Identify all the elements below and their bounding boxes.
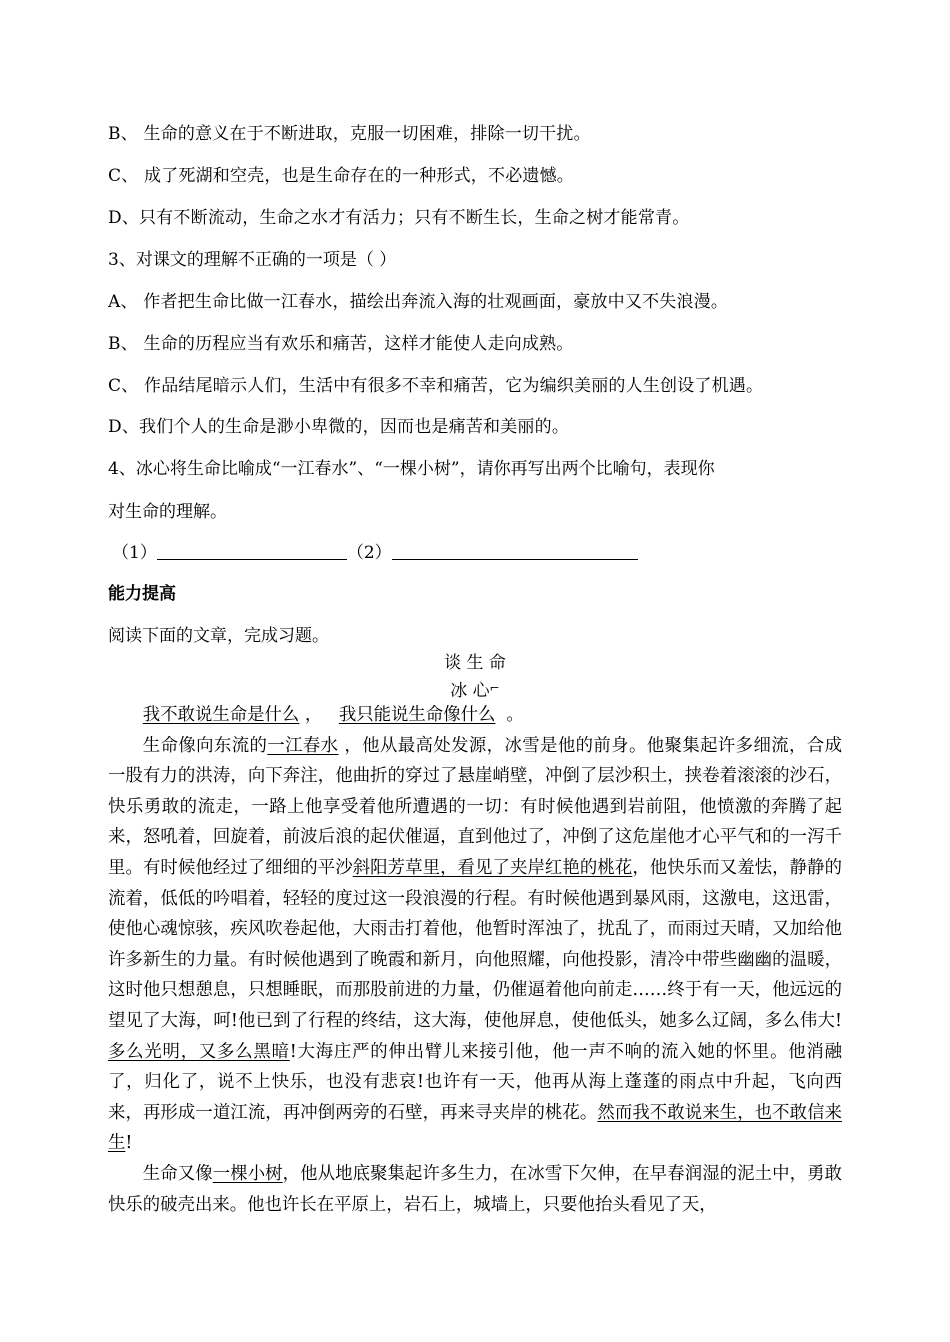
underlined-phrase: 多么光明，又多么黑暗 — [108, 1041, 290, 1062]
q2-option-d: D、只有不断流动，生命之水才有活力；只有不断生长，生命之树才能常青。 — [108, 208, 690, 228]
q3-option-d: D、我们个人的生命是渺小卑微的，因而也是痛苦和美丽的。 — [108, 417, 570, 437]
underlined-phrase: 一江春水 — [267, 735, 339, 756]
q4-stem-line1: 4、冰心将生命比喻成“一江春水”、“一棵小树”，请你再写出两个比喻句，表现你 — [108, 459, 715, 479]
text-run: ，他从最高处发源，冰雪是他的前身。他聚集起许多细流，合成一股有力的洪涛，向下奔注，他曲折的穿过了悬崖峭壁，冲倒了层沙积土，挟卷着滚滚的沙石，快乐勇敢的流走，一路上他享受着他所遭遇的一切：有时候他遇到岩前阻，他愤激的奔腾了起来，怒吼着，回旋着，前波后浪的起伏催逼，直到他过了，冲倒了这危崖他才心平气和的一泻千里。有时候他经过了细细的平沙 — [108, 735, 842, 878]
essay-paragraph-1 — [108, 700, 842, 731]
underlined-phrase: 一棵小树 — [212, 1163, 283, 1184]
reading-instruction: 阅读下面的文章，完成习题。 — [108, 626, 329, 646]
blank2-label: （2） — [346, 543, 392, 563]
answer-blank-2[interactable] — [392, 558, 638, 560]
section-heading: 能力提高 — [108, 584, 176, 604]
underlined-phrase: 我只能说生命像什么 — [338, 705, 496, 725]
essay-title: 谈 生 命 — [444, 653, 506, 673]
text-run: 生命又像 — [142, 1163, 213, 1184]
q2-option-b: B、 生命的意义在于不断进取，克服一切困难，排除一切干扰。 — [108, 124, 591, 144]
q4-stem-line2: 对生命的理解。 — [108, 502, 227, 522]
text-run: ，他快乐而又羞怯，静静的流着，低低的吟唱着，轻轻的度过这一段浪漫的行程。有时候他遇到暴风雨，这激电，这迅雷，使他心魂惊骇，疾风吹卷起他，大雨击打着他，他暂时浑浊了，扰乱了，而雨过天晴，又加给他许多新生的力量。有时候他遇到了晚霞和新月，向他照耀，向他投影，清冷中带些幽幽的温暖，这时他只想憩息，只想睡眠，而那股前进的力量，仍催逼着他向前走……终于有一天，他远远的望见了大海，呵!他已到了行程的终结，这大海，使他屏息，使他低头，她多么辽阔，多么伟大! — [108, 857, 842, 1031]
q2-option-c: C、 成了死湖和空壳，也是生命存在的一种形式，不必遗憾。 — [108, 166, 575, 186]
q3-option-a: A、 作者把生命比做一江春水，描绘出奔流入海的壮观画面，豪放中又不失浪漫。 — [108, 292, 729, 312]
underlined-phrase: 然而我不敢说来生，也不敢信来生 — [108, 1102, 842, 1154]
essay-author: 冰 心 — [450, 681, 490, 701]
q3-option-c: C、 作品结尾暗示人们，生活中有很多不幸和痛苦，它为编织美丽的人生创设了机遇。 — [108, 376, 764, 396]
text-run: 生命像向东流的 — [142, 735, 268, 756]
essay-paragraph-2 — [108, 731, 842, 1159]
underlined-phrase: 斜阳芳草里，看见了夹岸红艳的桃花 — [352, 857, 633, 878]
underlined-phrase: 我不敢说生命是什么 — [142, 705, 300, 725]
text-run: ， — [299, 705, 339, 725]
essay-paragraph-3 — [108, 1159, 842, 1220]
text-run: ! — [125, 1133, 133, 1154]
q3-option-b: B、 生命的历程应当有欢乐和痛苦，这样才能使人走向成熟。 — [108, 334, 574, 354]
q3-stem: 3、对课文的理解不正确的一项是（ ） — [108, 250, 397, 270]
essay-author-line — [108, 676, 842, 701]
text-run: ，他从地底聚集起许多生力，在冰雪下欠伸，在早春润湿的泥土中，勇敢快乐的破壳出来。他也许长在平原上，岩石上，城墙上，只要他抬头看见了天， — [108, 1163, 842, 1215]
blank1-label: （1） — [112, 543, 157, 563]
footnote-mark: ⌐ — [489, 681, 500, 695]
q4-answer-row — [112, 538, 638, 563]
answer-blank-1[interactable] — [157, 558, 347, 560]
text-run: 。 — [495, 705, 524, 725]
text-run: !大海庄严的伸出臂儿来接引他，他一声不响的流入她的怀里。他消融了，归化了，说不上快乐，也没有悲哀!也许有一天，他再从海上蓬蓬的雨点中升起，飞向西来，再形成一道江流，再冲倒两旁的石壁，再来寻夹岸的桃花。 — [108, 1041, 842, 1123]
essay-body — [108, 700, 842, 1220]
